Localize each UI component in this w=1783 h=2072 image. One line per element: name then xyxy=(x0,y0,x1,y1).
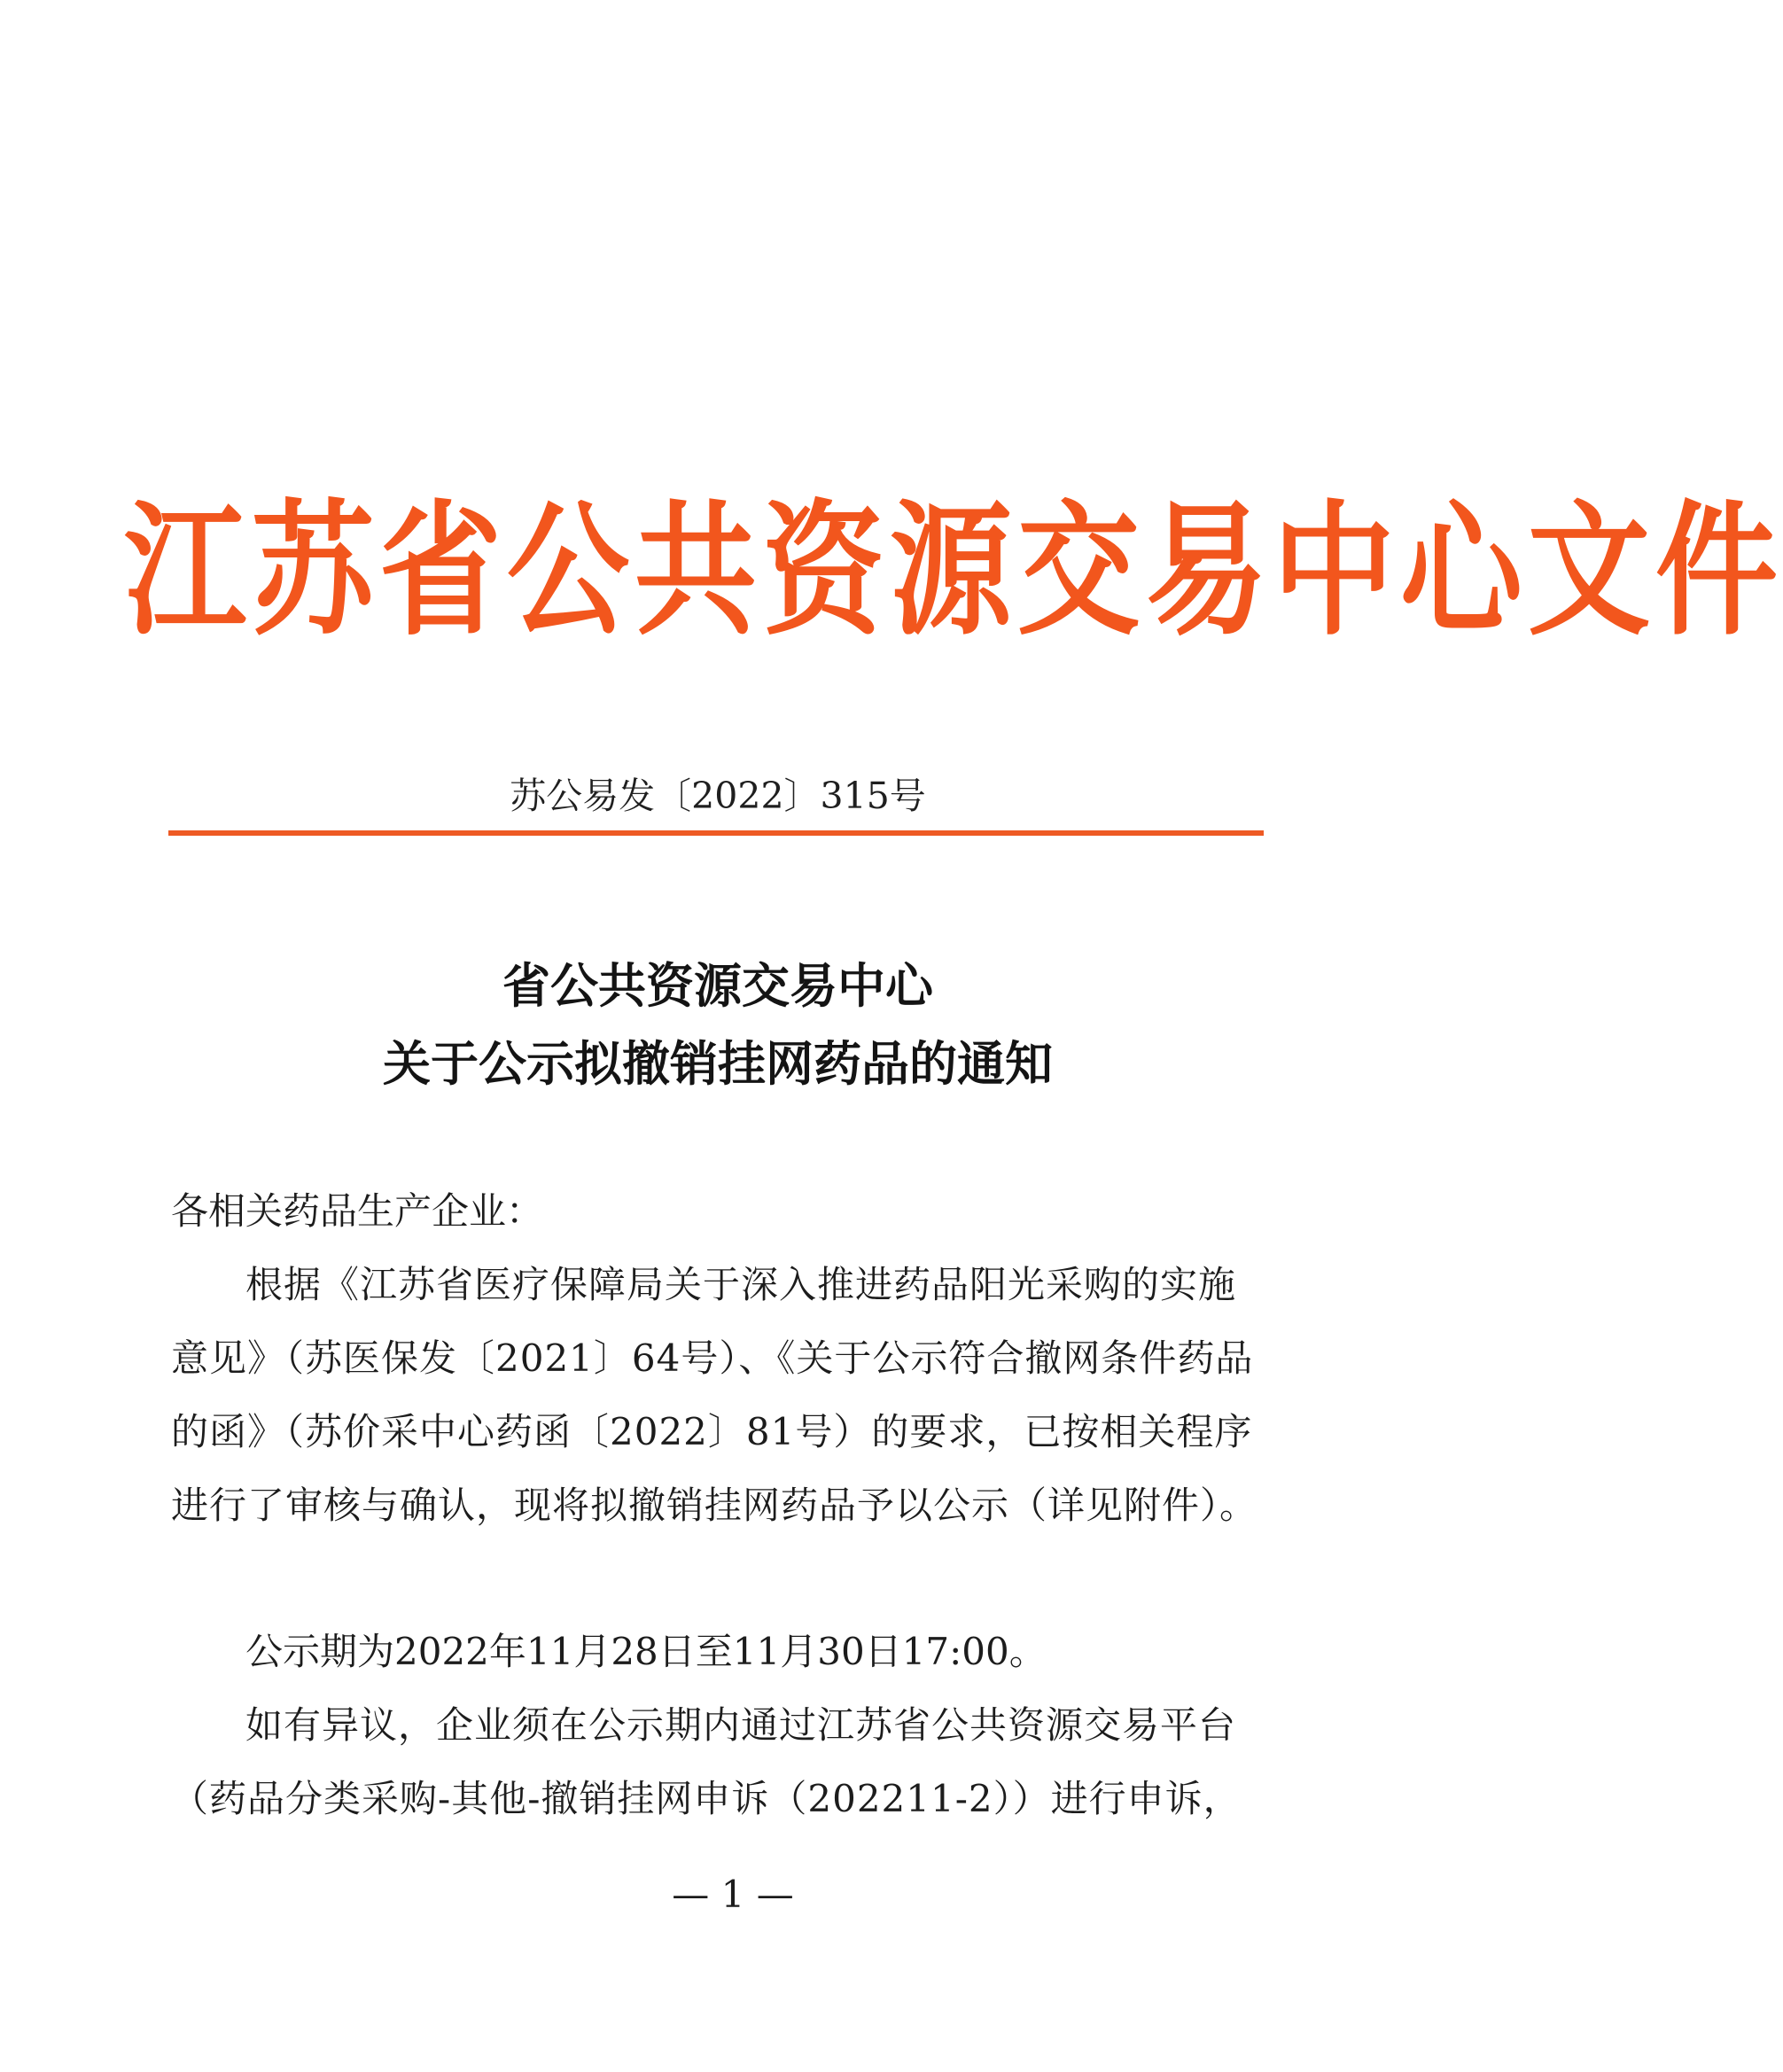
notice-title-line-2: 关于公示拟撤销挂网药品的通知 xyxy=(383,1035,1053,1092)
document-masthead: 江苏省公共资源交易中心文件 xyxy=(124,487,1783,656)
notice-title-line-1: 省公共资源交易中心 xyxy=(502,957,933,1014)
body-paragraph-1: 根据《江苏省医疗保障局关于深入推进药品阳光采购的实施意见》（苏医保发〔2021〕64号）、《关于公示符合撤网条件药品的函》（苏价采中心药函〔2022〕81号）的要求，已按相关程序进行了审核与确认，现将拟撤销挂网药品予以公示（详见附件）。 xyxy=(171,1263,1258,1527)
page-number: — 1 — xyxy=(672,1873,794,1916)
body-paragraph-2: 公示期为2022年11月28日至11月30日17:00。 xyxy=(245,1630,1047,1673)
salutation: 各相关药品生产企业： xyxy=(171,1189,544,1233)
document-number: 苏公易发〔2022〕315号 xyxy=(510,775,926,817)
red-divider-line xyxy=(168,830,1264,836)
body-paragraph-3: 如有异议，企业须在公示期内通过江苏省公共资源交易平台（药品分类采购-其他-撤销挂网申诉（202211-2））进行申诉， xyxy=(171,1703,1242,1820)
